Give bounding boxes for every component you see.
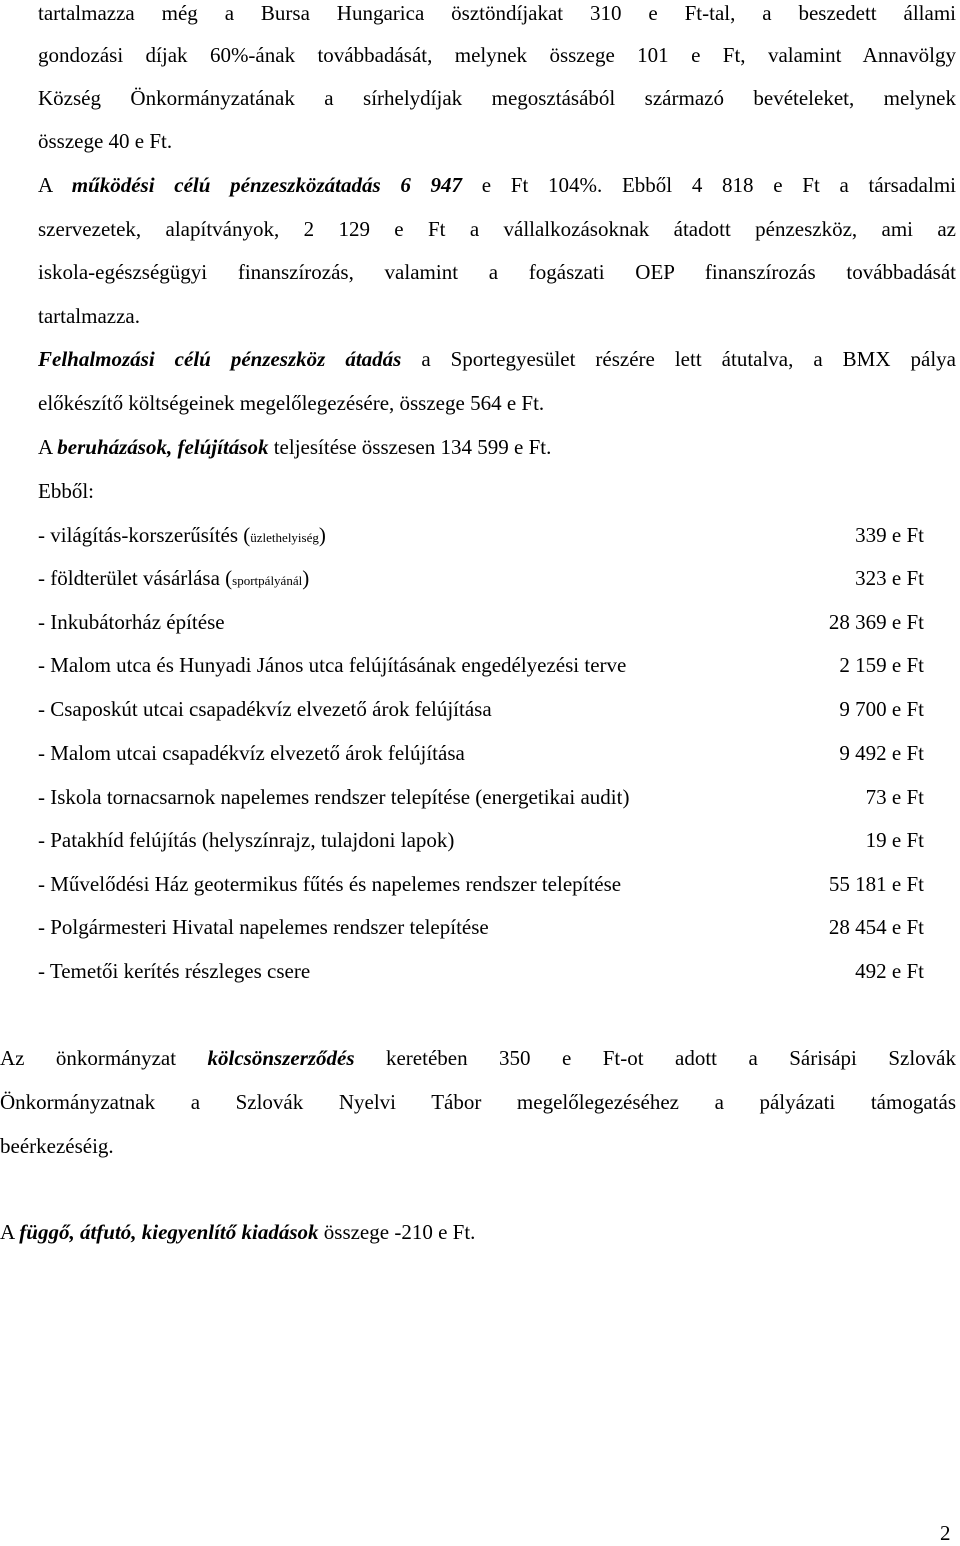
kolcson-line-2: Önkormányzatnak a Szlovák Nyelvi Tábor megelőlegezéséhez a pályázati támogatás — [0, 1090, 956, 1114]
kolcson-rest: keretében 350 e Ft-ot adott a Sárisápi Szlovák — [354, 1046, 956, 1070]
list-item — [38, 958, 924, 984]
list-item — [38, 827, 924, 853]
item-amount: 73 e Ft — [865, 785, 924, 809]
list-item — [38, 871, 924, 897]
beruhazasok-line — [38, 434, 956, 460]
kolcson-line-3: beérkezéséig. — [0, 1134, 114, 1158]
fuggo-rest: összege -210 e Ft. — [318, 1220, 476, 1244]
beruhazasok-prefix: A — [38, 435, 58, 459]
item-amount: 9 700 e Ft — [839, 697, 924, 721]
intro-line-4: összege 40 e Ft. — [38, 129, 173, 153]
beruhazasok-emphasis: beruházások, felújítások — [57, 435, 269, 459]
item-label: - Malom utca és Hunyadi János utca felújításának engedélyezési terve — [38, 653, 627, 677]
mukodesi-line-4: tartalmazza. — [38, 304, 141, 328]
fuggo-line — [0, 1219, 956, 1245]
mukodesi-emphasis: működési célú pénzeszközátadás 6 947 — [71, 173, 463, 197]
list-item — [38, 740, 924, 766]
ebbol-label: Ebből: — [38, 479, 94, 503]
item-amount: 28 454 e Ft — [828, 915, 924, 939]
intro-line-1: tartalmazza még a Bursa Hungarica ösztöndíjakat 310 e Ft-tal, a beszedett állami — [38, 1, 956, 25]
item-label: - világítás-korszerűsítés (üzlethelyiség) — [38, 523, 326, 547]
felhalmozasi-rest: a Sportegyesület részére lett átutalva, a BMX pálya — [401, 347, 956, 371]
mukodesi-rest: e Ft 104%. Ebből 4 818 e Ft a társadalmi — [462, 173, 956, 197]
list-item — [38, 696, 924, 722]
intro-line-3: Község Önkormányzatának a sírhelydíjak megosztásából származó bevételeket, melynek — [38, 86, 956, 110]
fuggo-emphasis: függő, átfutó, kiegyenlítő kiadások — [19, 1220, 319, 1244]
item-label: - Patakhíd felújítás (helyszínrajz, tulajdoni lapok) — [38, 828, 455, 852]
kolcson-emphasis: kölcsönszerződés — [207, 1046, 355, 1070]
item-label: - Csaposkút utcai csapadékvíz elvezető árok felújítása — [38, 697, 492, 721]
intro-line-2: gondozási díjak 60%-ának továbbadását, melynek összege 101 e Ft, valamint Annavölgy — [38, 43, 956, 67]
list-item — [38, 652, 924, 678]
list-item — [38, 784, 924, 810]
item-amount: 2 159 e Ft — [839, 653, 924, 677]
item-label: - Iskola tornacsarnok napelemes rendszer telepítése (energetikai audit) — [38, 785, 630, 809]
item-label: - Inkubátorház építése — [38, 610, 225, 634]
list-item — [38, 565, 924, 591]
felhalmozasi-line-1 — [38, 346, 956, 372]
felhalmozasi-emphasis: Felhalmozási célú pénzeszköz átadás — [38, 347, 402, 371]
item-amount: 19 e Ft — [865, 828, 924, 852]
list-item — [38, 914, 924, 940]
mukodesi-line-1 — [38, 172, 956, 198]
item-amount: 28 369 e Ft — [828, 610, 924, 634]
item-label: - Malom utcai csapadékvíz elvezető árok felújítása — [38, 741, 465, 765]
item-amount: 339 e Ft — [855, 523, 924, 547]
item-amount: 323 e Ft — [855, 566, 924, 590]
list-item — [38, 609, 924, 635]
felhalmozasi-line-2: előkészítő költségeinek megelőlegezésére, összege 564 e Ft. — [38, 391, 545, 415]
item-amount: 55 181 e Ft — [828, 872, 924, 896]
item-label: - Művelődési Ház geotermikus fűtés és napelemes rendszer telepítése — [38, 872, 622, 896]
mukodesi-prefix: A — [38, 173, 72, 197]
beruhazasok-rest: teljesítése összesen 134 599 e Ft. — [268, 435, 552, 459]
page-number: 2 — [940, 1521, 951, 1545]
kolcson-prefix: Az önkormányzat — [0, 1046, 208, 1070]
mukodesi-line-3: iskola-egészségügyi finanszírozás, valamint a fogászati OEP finanszírozás továbbadását — [38, 260, 956, 284]
fuggo-prefix: A — [0, 1220, 20, 1244]
item-label: - Temetői kerítés részleges csere — [38, 959, 311, 983]
kolcson-line-1 — [0, 1045, 956, 1071]
mukodesi-line-2: szervezetek, alapítványok, 2 129 e Ft a vállalkozásoknak átadott pénzeszköz, ami az — [38, 217, 956, 241]
list-item — [38, 522, 924, 548]
item-amount: 9 492 e Ft — [839, 741, 924, 765]
item-label: - Polgármesteri Hivatal napelemes rendszer telepítése — [38, 915, 489, 939]
item-amount: 492 e Ft — [855, 959, 924, 983]
item-label: - földterület vásárlása (sportpályánál) — [38, 566, 310, 590]
